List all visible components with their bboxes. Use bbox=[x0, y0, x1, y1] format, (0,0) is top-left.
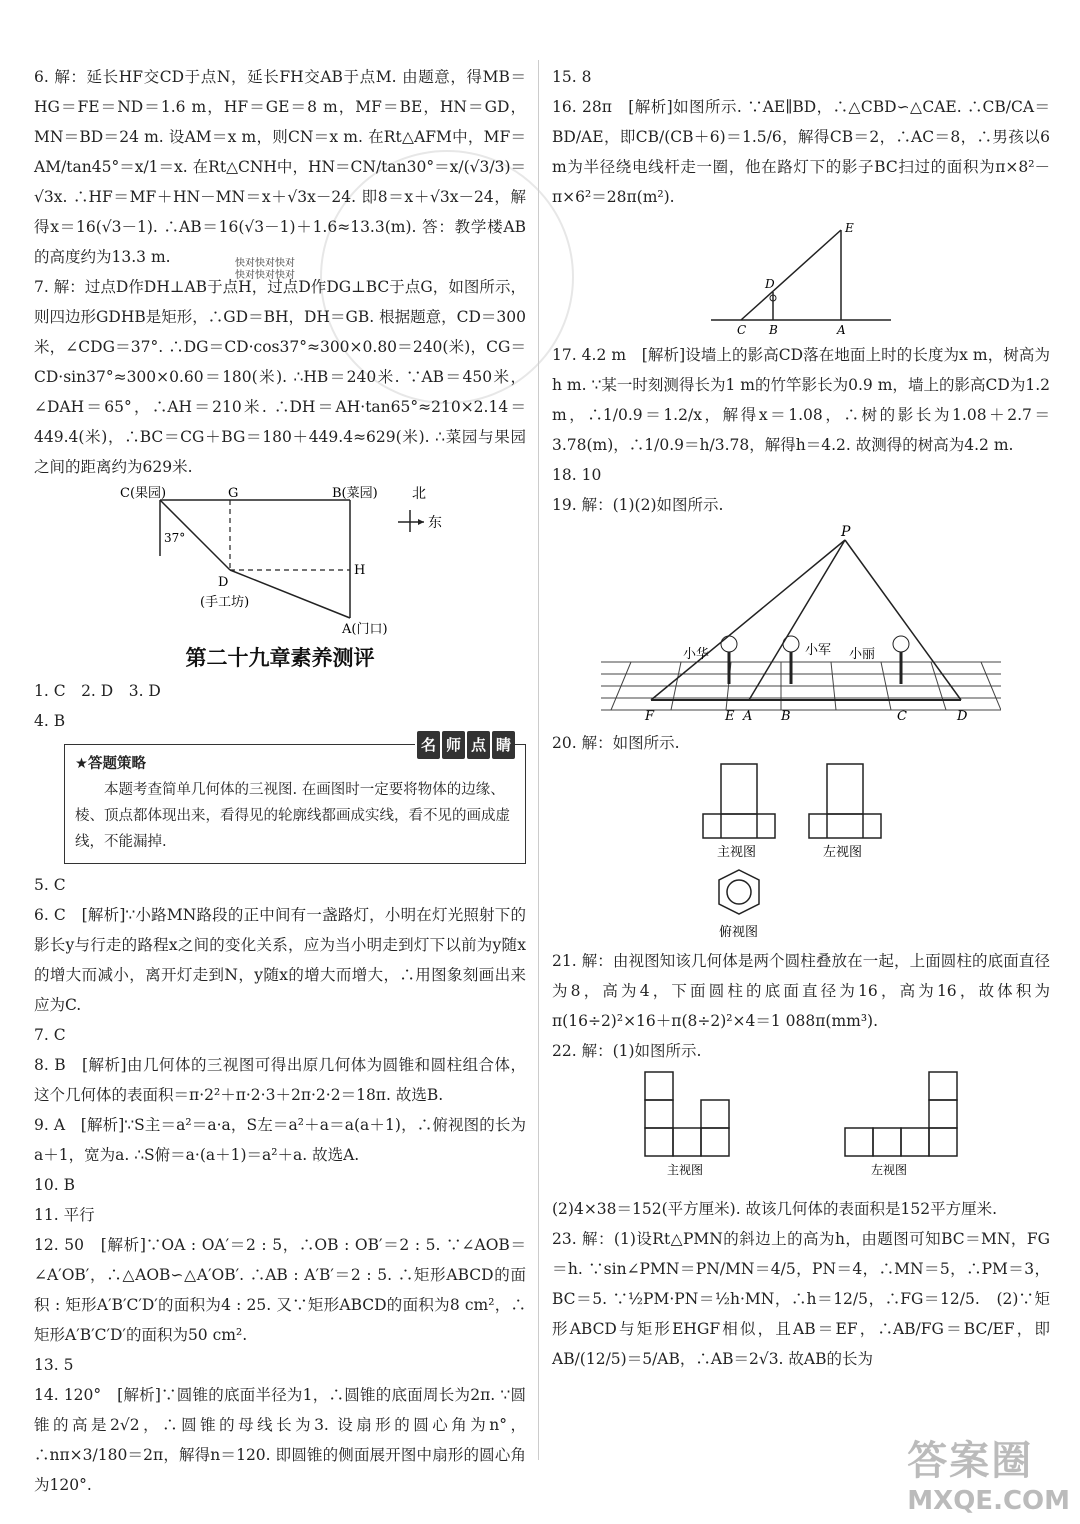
answer-23: 23. 解：(1)设Rt△PMN的斜边上的高为h，由题图可知BC＝MN，FG＝h. ∵sin∠PMN＝PN/MN＝4/5，PN＝4，∴MN＝5，∴PM＝3，BC＝5. ∵½PM·PN＝½h·MN，∴h＝12/5，∴FG＝12/5. (2)∵矩形ABCD与矩形EHGF相似，且AB＝EF，∴AB/FG＝BC/EF，即AB/(12/5)＝5/AB，∴AB＝2√3. 故AB的长为 bbox=[552, 1230, 1050, 1368]
column-divider bbox=[538, 60, 539, 1460]
answer-17: 17. 4.2 m [解析]设墙上的影高CD落在地面上时的长度为x m，树高为h m. ∵某一时刻测得长为1 m的竹竿影长为0.9 m，墙上的影高CD为1.2 m，∴1/0.9＝1.2/x，解得x＝1.08，∴树的影长为1.08＋2.7＝3.78(m)，∴1/0.9＝h/3.78，解得h＝4.2. 故测得的树高为4.2 m. bbox=[552, 346, 1050, 454]
answer-7b: 7. C bbox=[34, 1026, 66, 1044]
answer-15: 15. 8 bbox=[552, 68, 592, 86]
answer-10: 10. B bbox=[34, 1176, 75, 1194]
label-xiaohua: 小华 bbox=[683, 647, 710, 662]
label-angle: 37° bbox=[164, 531, 186, 545]
label-front-view: 主视图 bbox=[667, 1163, 704, 1177]
chapter-title: 第二十九章素养测评 bbox=[185, 646, 375, 670]
label-xiaojun: 小军 bbox=[805, 643, 832, 658]
answer-19: 19. 解：(1)(2)如图所示. bbox=[552, 496, 724, 514]
label-p: P bbox=[841, 524, 851, 540]
left-column bbox=[34, 62, 526, 1500]
answer-21: 21. 解：由视图知该几何体是两个圆柱叠放在一起，上面圆柱的底面直径为8，高为4，下面圆柱的底面直径为16，高为16，故体积为π(16÷2)²×16＋π(8÷2)²×4＝1 088π(mm³). bbox=[552, 952, 1050, 1030]
answer-4: 4. B bbox=[34, 712, 66, 730]
label-shop: (手工坊) bbox=[200, 595, 250, 610]
label-c: C bbox=[737, 323, 747, 336]
answer-6b: 6. C [解析]∵小路MN路段的正中间有一盏路灯，小明在灯光照射下的影长y与行走的路程x之间的变化关系，应为当小明走到灯下以前为y随x的增大而减小，离开灯走到N，y随x的增大而增大，∴用图象刻画出来应为C. bbox=[34, 906, 526, 1014]
label-d: D bbox=[957, 709, 968, 724]
label-b: B bbox=[769, 323, 778, 336]
grid-floor bbox=[601, 662, 1001, 710]
label-top-view: 俯视图 bbox=[719, 925, 759, 940]
label-north: 北 bbox=[412, 486, 426, 502]
right-column bbox=[552, 62, 1050, 1374]
tip-tag-char: 名 bbox=[417, 731, 440, 759]
site-watermark-logo bbox=[907, 1429, 1070, 1516]
figure-q19 bbox=[601, 524, 1001, 724]
answer-9: 9. A [解析]∵S主＝a²＝a·a，S左＝a²＋a＝a(a＋1)，∴俯视图的长为a＋1，宽为a. ∴S俯＝a·(a＋1)＝a²＋a. 故选A. bbox=[34, 1116, 526, 1164]
answer-18: 18. 10 bbox=[552, 466, 602, 484]
answer-14: 14. 120° [解析]∵圆锥的底面半径为1，∴圆锥的底面周长为2π. ∵圆锥的高是2√2，∴圆锥的母线长为3. 设扇形的圆心角为n°，∴nπ×3/180＝2π，解得n＝120. 即圆锥的侧面展开图中扇形的圆心角为120°. bbox=[34, 1386, 526, 1494]
label-a: A(门口) bbox=[342, 622, 388, 636]
answer-13: 13. 5 bbox=[34, 1356, 74, 1374]
answer-11: 11. 平行 bbox=[34, 1206, 95, 1224]
logo-text: 答案圈 bbox=[907, 1438, 1034, 1484]
tip-body: 本题考查简单几何体的三视图. 在画图时一定要将物体的边缘、棱、顶点都体现出来，看得见的轮廓线都画成实线，看不见的画成虚线，不能漏掉. bbox=[75, 782, 510, 850]
label-xiaoli: 小丽 bbox=[849, 647, 876, 662]
answer-20: 20. 解：如图所示. bbox=[552, 734, 680, 752]
label-e: E bbox=[845, 221, 854, 235]
figure-q16 bbox=[701, 216, 901, 336]
answer-16: 16. 28π [解析]如图所示. ∵AE∥BD，∴△CBD∽△CAE. ∴CB/CA＝BD/AE，即CB/(CB＋6)＝1.5/6，解得CB＝2，∴AC＝8，∴男孩以6 m为半径绕电线杆走一圈，他在路灯下的影子BC扫过的面积为π×8²－π×6²＝28π(m²). bbox=[552, 98, 1050, 206]
answer-6: 6. 解：延长HF交CD于点N，延长FH交AB于点M. 由题意，得MB＝HG＝FE＝ND＝1.6 m，HF＝GE＝8 m，MF＝BE，HN＝GD，MN＝BD＝24 m. 设AM＝x m，则CN＝x m. 在Rt△AFM中，MF＝AM/tan45°＝x/1＝x. 在Rt△CNH中，HN＝CN/tan30°＝x/(√3/3)＝√3x. ∴HF＝MF＋HN－MN＝x＋√3x－24. 即8＝x＋√3x－24，解得x＝16(√3－1). ∴AB＝16(√3－1)＋1.6≈13.3(m). 答：教学楼AB的高度约为13.3 m. bbox=[34, 68, 526, 266]
label-c: C(果园) bbox=[120, 486, 167, 501]
label-d: D bbox=[218, 575, 229, 590]
label-left-view: 左视图 bbox=[871, 1163, 908, 1177]
label-b: B(菜园) bbox=[332, 486, 378, 501]
answer-22b: (2)4×38＝152(平方厘米). 故该几何体的表面积是152平方厘米. bbox=[552, 1200, 998, 1218]
answer-8: 8. B [解析]由几何体的三视图可得出原几何体为圆锥和圆柱组合体，这个几何体的表面积＝π·2²＋π·2·3＋2π·2·2＝18π. 故选B. bbox=[34, 1056, 526, 1104]
label-d: D bbox=[765, 277, 775, 291]
answer-22: 22. 解：(1)如图所示. bbox=[552, 1042, 702, 1060]
tip-box bbox=[64, 736, 526, 864]
logo-url: MXQE.COM bbox=[907, 1486, 1070, 1516]
tip-heading: ★答题策略 bbox=[75, 756, 146, 772]
label-front-view: 主视图 bbox=[717, 845, 757, 860]
label-f: F bbox=[645, 709, 655, 724]
tip-tag bbox=[415, 731, 515, 759]
figure-q7 bbox=[110, 486, 450, 636]
label-g: G bbox=[228, 486, 239, 501]
figure-q20 bbox=[701, 762, 901, 942]
answers-1-3: 1. C 2. D 3. D bbox=[34, 682, 161, 700]
tip-tag-char: 师 bbox=[442, 731, 465, 759]
watermark-stamp-text: 快对快对快对 快对快对快对 bbox=[235, 258, 295, 281]
label-c: C bbox=[897, 709, 907, 724]
answer-12: 12. 50 [解析]∵OA : OA′＝2 : 5，∴OB : OB′＝2 : 5. ∵∠AOB＝∠A′OB′，∴△AOB∽△A′OB′. ∴AB : A′B′＝2 : 5. ∴矩形ABCD的面积 : 矩形A′B′C′D′的面积为4 : 25. 又∵矩形ABCD的面积为8 cm²，∴矩形A′B′C′D′的面积为50 cm². bbox=[34, 1236, 526, 1344]
label-e: E bbox=[725, 709, 735, 724]
label-left-view: 左视图 bbox=[823, 845, 863, 860]
label-east: 东 bbox=[428, 515, 442, 531]
answer-5: 5. C bbox=[34, 876, 66, 894]
label-h: H bbox=[354, 563, 366, 578]
tip-tag-char: 点 bbox=[467, 731, 490, 759]
tip-tag-char: 睛 bbox=[492, 731, 515, 759]
label-a: A bbox=[837, 323, 846, 336]
label-a: A bbox=[743, 709, 753, 724]
label-b: B bbox=[781, 709, 791, 724]
figure-q22 bbox=[641, 1070, 961, 1190]
answer-7: 7. 解：过点D作DH⊥AB于点H，过点D作DG⊥BC于点G，如图所示，则四边形GDHB是矩形，∴GD＝BH，DH＝GB. 根据题意，CD＝300米，∠CDG＝37°. ∴DG＝CD·cos37°≈300×0.80＝240(米)，CG＝CD·sin37°≈300×0.60＝180(米). ∴HB＝240米. ∵AB＝450米，∠DAH＝65°，∴AH＝210米. ∴DH＝AH·tan65°≈210×2.14＝449.4(米)，∴BC＝CG＋BG＝180＋449.4≈629(米). ∴菜园与果园之间的距离约为629米. bbox=[34, 278, 526, 476]
